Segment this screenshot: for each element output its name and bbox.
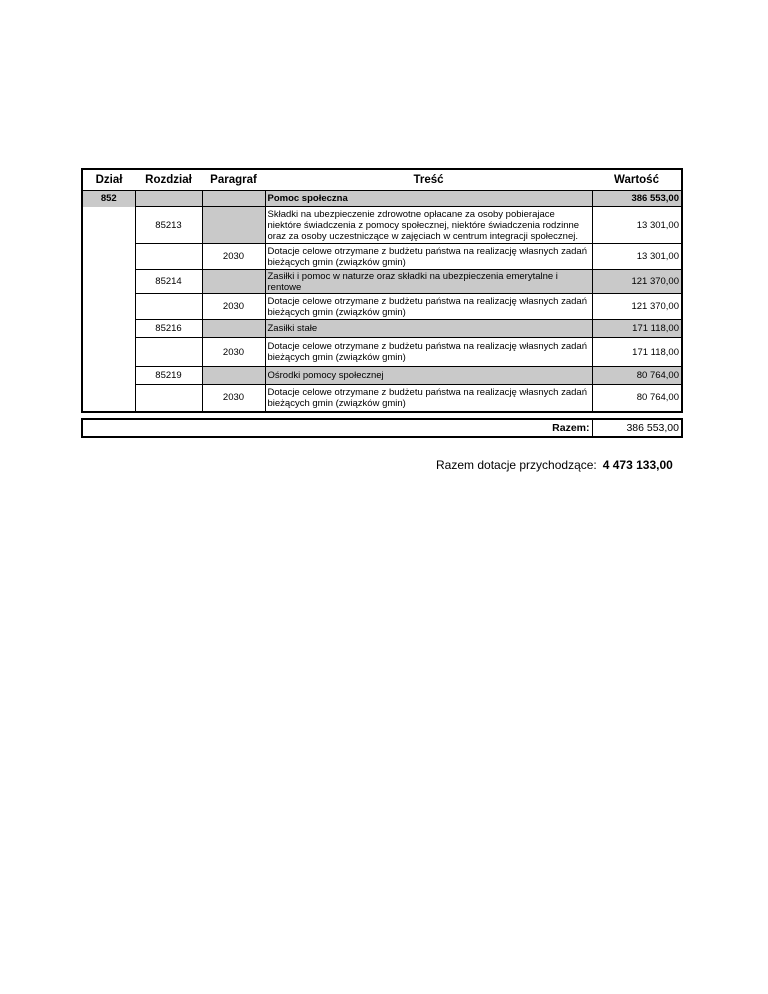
row-rozdzial <box>135 385 202 412</box>
table-row <box>82 294 682 320</box>
header-wartosc: Wartość <box>592 169 682 191</box>
row-paragraf: 2030 <box>202 294 265 320</box>
razem-value: 386 553,00 <box>592 419 682 437</box>
header-tresc: Treść <box>265 169 592 191</box>
row-tresc: Dotacje celowe otrzymane z budżetu państwa na realizację własnych zadań bieżących gmin (związków gmin) <box>265 294 592 320</box>
razem-label: Razem: <box>82 419 592 437</box>
row-tresc: Dotacje celowe otrzymane z budżetu państwa na realizację własnych zadań bieżących gmin (związków gmin) <box>265 385 592 412</box>
row-wartosc: 80 764,00 <box>592 367 682 385</box>
header-rozdzial: Rozdział <box>135 169 202 191</box>
row-wartosc: 121 370,00 <box>592 270 682 294</box>
row-rozdzial: 85214 <box>135 270 202 294</box>
row-paragraf <box>202 207 265 244</box>
budget-table <box>81 168 683 413</box>
row-rozdzial <box>135 294 202 320</box>
row-paragraf <box>202 367 265 385</box>
total-summary <box>436 458 673 472</box>
row-rozdzial <box>135 244 202 270</box>
dzial-spacer <box>82 207 135 412</box>
row-tresc: Składki na ubezpieczenie zdrowotne opłacane za osoby pobierajace niektóre świadczenia z pomocy społecznej, niektóre świadczenia rodzinne oraz za osoby uczestniczące w zajęciach w centrum integracji społecznej. <box>265 207 592 244</box>
row-tresc: Ośrodki pomocy społecznej <box>265 367 592 385</box>
row-wartosc: 13 301,00 <box>592 207 682 244</box>
section-wartosc: 386 553,00 <box>592 191 682 207</box>
row-wartosc: 121 370,00 <box>592 294 682 320</box>
row-rozdzial <box>135 338 202 367</box>
header-paragraf: Paragraf <box>202 169 265 191</box>
section-dzial: 852 <box>82 191 135 207</box>
row-paragraf <box>202 320 265 338</box>
table-row <box>82 244 682 270</box>
row-paragraf: 2030 <box>202 385 265 412</box>
table-row <box>82 320 682 338</box>
table-row <box>82 270 682 294</box>
row-wartosc: 80 764,00 <box>592 385 682 412</box>
row-paragraf <box>202 270 265 294</box>
row-rozdzial: 85213 <box>135 207 202 244</box>
razem-row <box>81 418 683 438</box>
row-paragraf: 2030 <box>202 338 265 367</box>
section-tresc: Pomoc społeczna <box>265 191 592 207</box>
total-label: Razem dotacje przychodzące: <box>436 458 597 472</box>
row-rozdzial: 85219 <box>135 367 202 385</box>
row-tresc: Zasiłki i pomoc w naturze oraz składki na ubezpieczenia emerytalne i rentowe <box>265 270 592 294</box>
total-value: 4 473 133,00 <box>602 458 673 472</box>
row-paragraf: 2030 <box>202 244 265 270</box>
section-paragraf-empty <box>202 191 265 207</box>
row-wartosc: 171 118,00 <box>592 338 682 367</box>
table-row <box>82 338 682 367</box>
row-tresc: Dotacje celowe otrzymane z budżetu państwa na realizację własnych zadań bieżących gmin (związków gmin) <box>265 244 592 270</box>
table-row <box>82 385 682 412</box>
budget-table-wrapper <box>81 168 681 413</box>
row-tresc: Zasiłki stałe <box>265 320 592 338</box>
row-rozdzial: 85216 <box>135 320 202 338</box>
section-rozdzial-empty <box>135 191 202 207</box>
table-row <box>82 207 682 244</box>
section-row <box>82 191 682 207</box>
row-wartosc: 171 118,00 <box>592 320 682 338</box>
header-dzial: Dział <box>82 169 135 191</box>
row-tresc: Dotacje celowe otrzymane z budżetu państwa na realizację własnych zadań bieżących gmin (związków gmin) <box>265 338 592 367</box>
row-wartosc: 13 301,00 <box>592 244 682 270</box>
table-row <box>82 367 682 385</box>
